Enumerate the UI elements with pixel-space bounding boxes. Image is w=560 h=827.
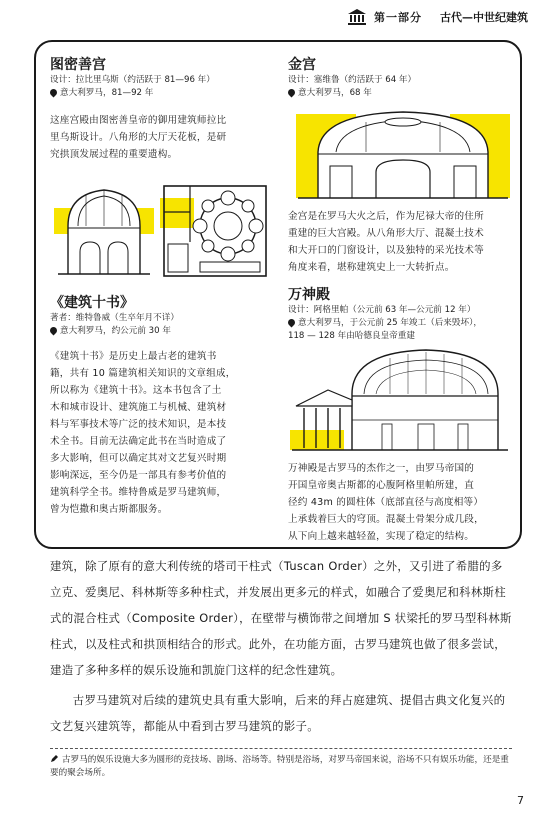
right-column (288, 56, 514, 542)
temple-icon (348, 9, 366, 25)
domus-augustana-section-drawing (54, 182, 154, 278)
domus-aurea-title: 金宫 (288, 57, 316, 73)
de-architectura-title: 《建筑十书》 (50, 295, 134, 311)
main-paragraph-2: 古罗马建筑对后续的建筑史具有重大影响，后来的拜占庭建筑、提倡古典文化复兴的文艺复兴建筑等，都能从中看到古罗马建筑的影子。 (50, 693, 506, 733)
running-header (348, 6, 528, 28)
part-label: 第一部分 (374, 11, 422, 24)
footnote-divider (50, 748, 512, 749)
domus-aurea-location: 意大利罗马，68 年 (288, 87, 514, 100)
left-column (50, 56, 272, 515)
domus-augustana-title: 图密善宫 (50, 57, 106, 73)
de-architectura-entry (50, 294, 272, 518)
pantheon-entry (288, 286, 514, 343)
location-pin-icon (49, 88, 59, 98)
domus-augustana-entry (50, 56, 272, 163)
domus-augustana-designer: 设计：拉比里乌斯（约活跃于 81—96 年） (50, 75, 215, 85)
domus-augustana-description: 这座宫殿由图密善皇帝的御用建筑师拉比 里乌斯设计。八角形的大厅天花板，是研 究拱顶发展过程的重要遗构。 (50, 115, 227, 160)
pantheon-title: 万神殿 (288, 287, 330, 303)
footnote: 古罗马的娱乐设施大多为圆形的竞技场、剧场、浴场等。特别是浴场，对罗马帝国来说，浴场不只有娱乐功能，还是重要的聚会场所。 (50, 755, 509, 778)
location-pin-icon (287, 318, 297, 328)
domus-aurea-interior-drawing (296, 108, 510, 204)
section-label: 古代—中世纪建筑 (440, 11, 528, 24)
pantheon-location-cont: 118 — 128 年由哈德良皇帝重建 (288, 331, 415, 341)
domus-aurea-description: 金宫是在罗马大火之后，作为尼禄大帝的住所 重建的巨大宫殿。从八角形大厅、混凝土技术 和大开口的门窗设计，以及独特的采光技术等 角度来看，堪称建筑史上一大转折点。 (288, 211, 484, 273)
domus-aurea-entry (288, 56, 514, 100)
pantheon-description: 万神殿是古罗马的杰作之一，由罗马帝国的 开国皇帝奥古斯都的心腹阿格里帕所建，直 径约 43m 的圆柱体（底部直径与高度相等） 上承载着巨大的穹顶。混凝土骨架分成几段， 从下向上越来越轻盈，实现了稳定的结构。 (288, 463, 484, 542)
pantheon-location: 意大利罗马，于公元前 25 年竣工（后来毁坏）， (288, 317, 514, 330)
de-architectura-location: 意大利罗马，约公元前 30 年 (50, 325, 272, 338)
pencil-icon (50, 754, 59, 763)
de-architectura-description: 《建筑十书》是历史上最古老的建筑书 籍，共有 10 篇建筑相关知识的文章组成， 所以称为《建筑十书》。这本书包含了土 木和城市设计、建筑施工与机械、建筑材 料与军事技术等广泛的技术知识，是本技 术全书。目前无法确定此书在当时造成了 多大影响，但可以确定其对文艺复兴时期 影响深远，至今仍是一部具有参考价值的 建筑科学全书。维特鲁威是罗马建筑师， 曾为恺撒和奥古斯都服务。 (50, 351, 236, 515)
main-body-text (50, 553, 512, 739)
domus-augustana-location: 意大利罗马，81—92 年 (50, 87, 272, 100)
pantheon-section-drawing (290, 344, 512, 456)
domus-aurea-designer: 设计：塞维鲁（约活跃于 64 年） (288, 75, 417, 85)
domus-augustana-floor-plan (160, 182, 270, 282)
de-architectura-author: 著者：维特鲁威（生卒年月不详） (50, 313, 179, 323)
page-number: 7 (517, 794, 524, 807)
pantheon-designer: 设计：阿格里帕（公元前 63 年—公元前 12 年） (288, 305, 476, 315)
main-paragraph-1: 建筑，除了原有的意大利传统的塔司干柱式（Tuscan Order）之外，又引进了希腊的多立克、爱奥尼、科林斯等多种柱式，并发展出更多元的样式，如融合了爱奥尼和科林斯柱式的混合柱式（Composite Order），在壁带与横饰带之间增加 S 状梁托的罗马型科林斯柱式，以及柱式和拱顶相结合的形式。此外，在功能方面，古罗马建筑也做了很多尝试，建造了多种多样的娱乐设施和凯旋门这样的纪念性建筑。 (50, 559, 512, 677)
location-pin-icon (49, 326, 59, 336)
location-pin-icon (287, 88, 297, 98)
